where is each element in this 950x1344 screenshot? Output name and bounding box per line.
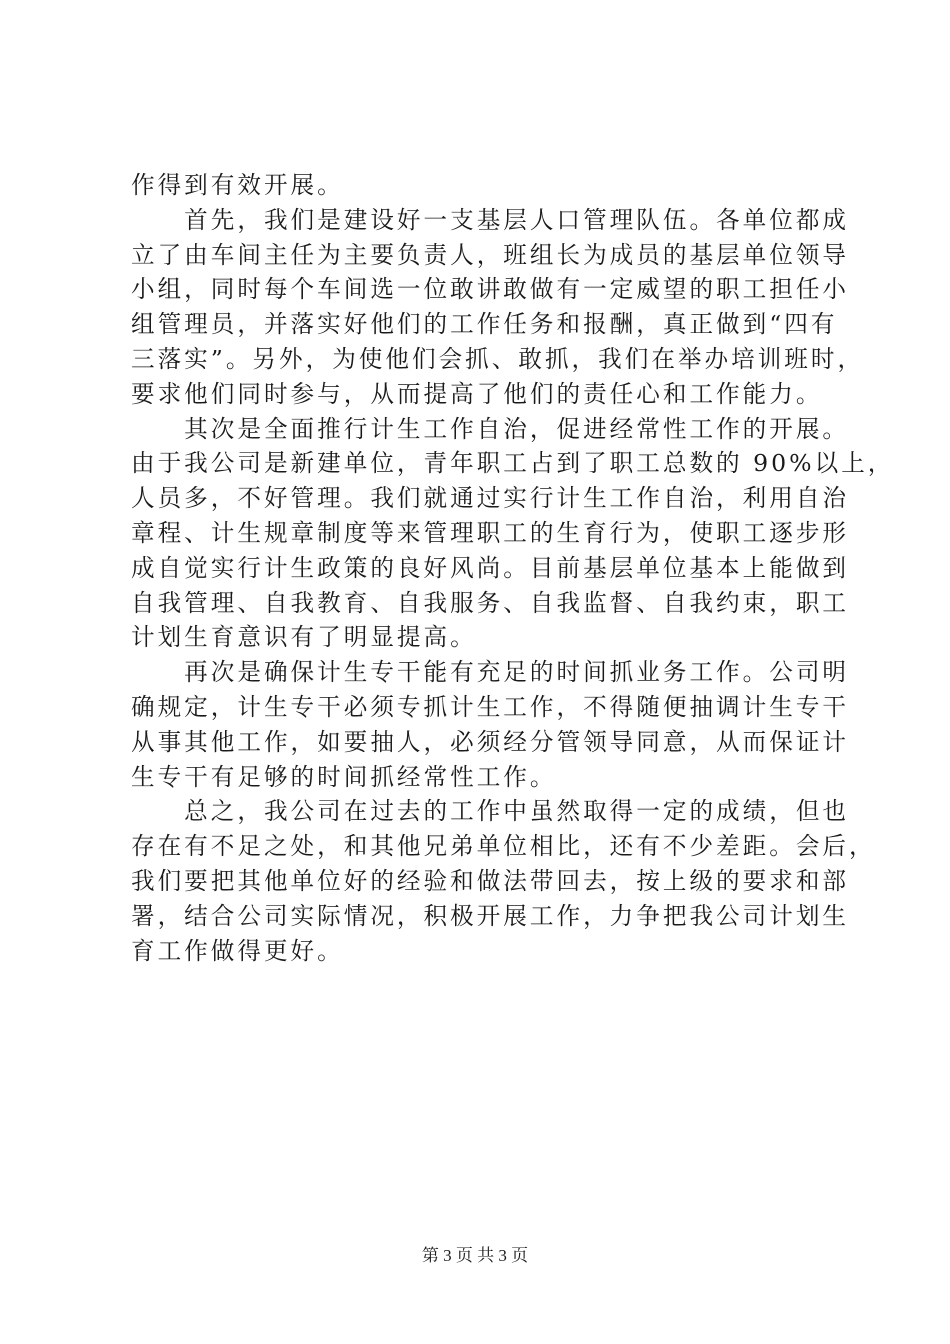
text-line: 由于我公司是新建单位，青年职工占到了职工总数的 90%以上，: [131, 449, 895, 478]
text-line: 成自觉实行计生政策的良好风尚。目前基层单位基本上能做到: [131, 553, 850, 582]
text-line: 立了由车间主任为主要负责人，班组长为成员的基层单位领导: [131, 240, 850, 269]
text-line: 总之，我公司在过去的工作中虽然取得一定的成绩，但也: [131, 797, 850, 826]
text-line: 三落实”。另外，为使他们会抓、敢抓，我们在举办培训班时，: [131, 344, 865, 373]
text-line: 生专干有足够的时间抓经常性工作。: [131, 762, 557, 791]
text-line: 自我管理、自我教育、自我服务、自我监督、自我约束，职工: [131, 588, 850, 617]
text-line: 再次是确保计生专干能有充足的时间抓业务工作。公司明: [131, 658, 850, 687]
text-line: 我们要把其他单位好的经验和做法带回去，按上级的要求和部: [131, 866, 850, 895]
text-line: 计划生育意识有了明显提高。: [131, 623, 477, 652]
text-line: 小组，同时每个车间选一位敢讲敢做有一定威望的职工担任小: [131, 275, 850, 304]
text-line: 章程、计生规章制度等来管理职工的生育行为，使职工逐步形: [131, 518, 850, 547]
text-line: 组管理员，并落实好他们的工作任务和报酬，真正做到“四有: [131, 310, 838, 339]
text-line: 确规定，计生专干必须专抓计生工作，不得随便抽调计生专干: [131, 692, 850, 721]
body-text: [131, 168, 895, 968]
text-line: 作得到有效开展。: [131, 171, 344, 199]
text-line: 从事其他工作，如要抽人，必须经分管领导同意，从而保证计: [131, 727, 850, 756]
page-footer: 第 3 页 共 3 页: [421, 1246, 529, 1265]
text-line: 其次是全面推行计生工作自治，促进经常性工作的开展。: [131, 414, 850, 443]
text-line: 存在有不足之处，和其他兄弟单位相比，还有不少差距。会后，: [131, 832, 876, 861]
text-line: 育工作做得更好。: [131, 936, 344, 965]
text-line: 要求他们同时参与，从而提高了他们的责任心和工作能力。: [131, 379, 823, 408]
text-line: 人员多，不好管理。我们就通过实行计生工作自治，利用自治: [131, 484, 850, 513]
text-line: 署，结合公司实际情况，积极开展工作，力争把我公司计划生: [131, 901, 850, 930]
text-line: 首先，我们是建设好一支基层人口管理队伍。各单位都成: [131, 205, 850, 234]
